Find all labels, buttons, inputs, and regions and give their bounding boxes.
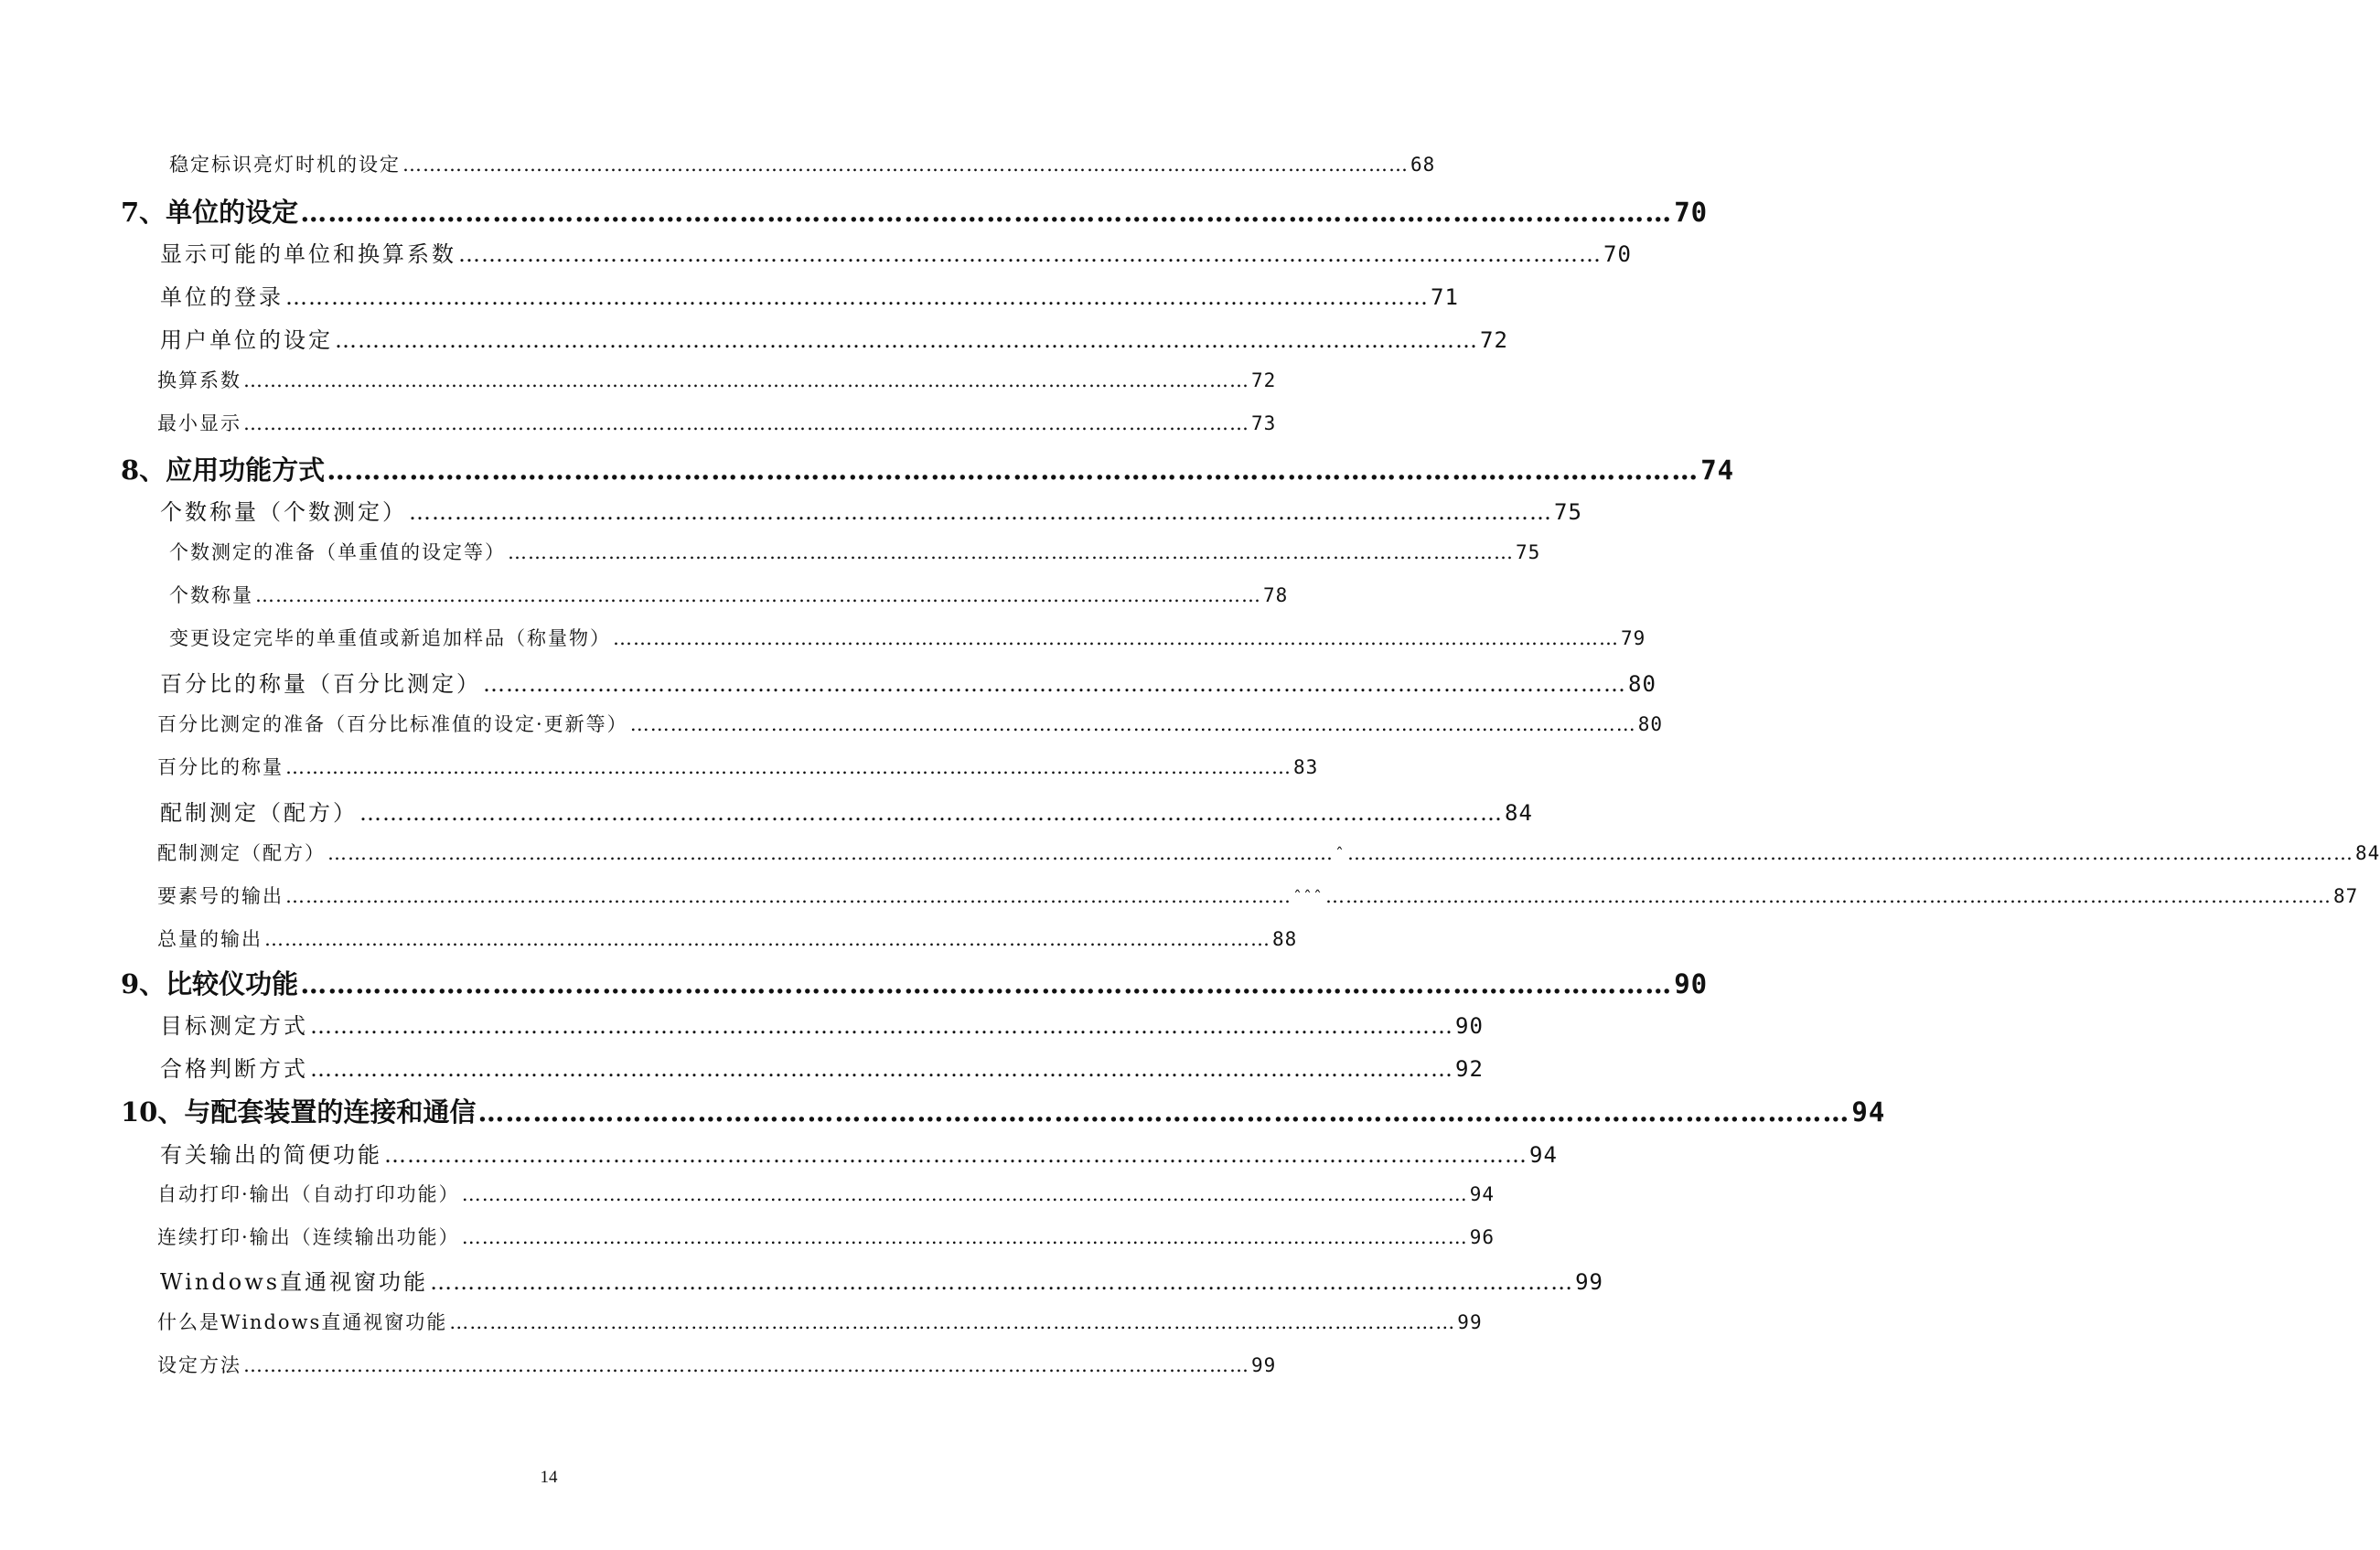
toc-entry-title: 显示可能的单位和换算系数 [160,241,456,267]
toc-page-number: 99 [1575,1269,1603,1295]
toc-entry-title: 目标测定方式 [160,1013,308,1039]
dot-leader: …………………………………………………………………………………………………………………………………… [255,584,1261,606]
toc-entry[interactable] [157,366,1277,393]
toc-entry-title: 10、与配套装置的连接和通信 [121,1096,477,1128]
toc-page-number: 71 [1431,284,1459,310]
stray-mark: ˆ [1335,845,1345,864]
toc-page-number: 72 [1480,327,1508,353]
toc-entry-title: 百分比的称量（百分比测定） [160,671,481,697]
toc-entry-title: Windows直通视窗功能 [160,1269,429,1295]
toc-entry[interactable] [160,1051,1484,1083]
toc-page-number: 72 [1251,369,1277,391]
toc-entry-title: 总量的输出 [157,928,263,950]
page-number: 14 [540,1468,558,1487]
toc-entry[interactable] [169,624,1646,651]
stray-mark: ˆˆˆ [1293,888,1324,907]
dot-leader: …………………………………………………………………………………………………………………………………… [300,968,1673,999]
toc-entry[interactable] [157,1308,1483,1335]
toc-page-number: 94 [1851,1096,1886,1128]
toc-entry-title: 8、应用功能方式 [121,454,326,486]
toc-entry-title: 什么是Windows直通视窗功能 [157,1311,448,1333]
toc-entry[interactable] [157,925,1298,952]
dot-leader: …………………………………………………………………………………………………………………………………… [458,241,1602,267]
toc-chapter-entry[interactable] [121,1092,1886,1129]
toc-entry-title: 个数称量 [169,584,253,606]
toc-entry-title: 个数称量（个数测定） [160,499,407,525]
toc-page-number: 90 [1674,968,1709,999]
dot-leader: …………………………………………………………………………………………………………………………………… [1347,842,2353,864]
toc-page-number: 99 [1251,1354,1277,1376]
toc-entry-title: 变更设定完毕的单重值或新追加样品（称量物） [169,627,611,649]
toc-entry[interactable] [160,279,1459,311]
dot-leader: …………………………………………………………………………………………………………………………………… [483,671,1626,697]
toc-entry-title: 连续打印·输出（连续输出功能） [157,1226,460,1248]
toc-page-number: 80 [1637,713,1663,735]
dot-leader: …………………………………………………………………………………………………………………………………… [461,1226,1468,1248]
toc-entry-title: 自动打印·输出（自动打印功能） [157,1183,460,1205]
dot-leader: …………………………………………………………………………………………………………………………………… [613,627,1619,649]
dot-leader: …………………………………………………………………………………………………………………………………… [1325,885,2332,907]
dot-leader: …………………………………………………………………………………………………………………………………… [285,756,1292,778]
dot-leader: …………………………………………………………………………………………………………………………………… [508,541,1514,563]
toc-entry-title: 设定方法 [157,1354,241,1376]
toc-page-number: 90 [1455,1013,1484,1039]
dot-leader: …………………………………………………………………………………………………………………………………… [402,154,1409,176]
toc-entry-title: 9、比较仪功能 [121,968,299,999]
dot-leader: …………………………………………………………………………………………………………………………………… [285,885,1292,907]
toc-entry[interactable] [169,581,1289,608]
toc-entry[interactable] [160,1264,1603,1296]
dot-leader: …………………………………………………………………………………………………………………………………… [449,1311,1456,1333]
toc-entry-title: 配制测定（配方） [157,842,326,864]
toc-entry[interactable] [160,322,1508,354]
dot-leader: …………………………………………………………………………………………………………………………………… [384,1142,1528,1168]
dot-leader: …………………………………………………………………………………………………………………………………… [327,454,1699,486]
dot-leader: …………………………………………………………………………………………………………………………………… [243,369,1249,391]
dot-leader: …………………………………………………………………………………………………………………………………… [430,1269,1574,1295]
toc-page-number: 74 [1700,454,1735,486]
dot-leader: …………………………………………………………………………………………………………………………………… [310,1013,1453,1039]
toc-entry-title: 7、单位的设定 [121,197,299,228]
dot-leader: …………………………………………………………………………………………………………………………………… [335,327,1478,353]
toc-entry[interactable] [160,795,1533,827]
toc-page-number: 79 [1621,627,1646,649]
toc-entry-title: 换算系数 [157,369,241,391]
toc-page-number: 84 [2355,842,2380,864]
dot-leader: …………………………………………………………………………………………………………………………………… [300,197,1673,228]
dot-leader: …………………………………………………………………………………………………………………………………… [477,1096,1850,1128]
toc-entry-title: 合格判断方式 [160,1056,308,1082]
toc-page-number: 87 [2333,885,2359,907]
toc-page-number: 94 [1469,1183,1495,1205]
dot-leader: …………………………………………………………………………………………………………………………………… [264,928,1270,950]
toc-entry[interactable] [157,1223,1495,1250]
dot-leader: …………………………………………………………………………………………………………………………………… [285,284,1429,310]
toc-entry-title: 单位的登录 [160,284,284,310]
toc-page-number: 96 [1469,1226,1495,1248]
dot-leader: …………………………………………………………………………………………………………………………………… [359,800,1503,826]
toc-entry-title: 最小显示 [157,412,241,434]
toc-page-number: 92 [1455,1056,1484,1082]
dot-leader: …………………………………………………………………………………………………………………………………… [243,412,1249,434]
toc-entry[interactable] [169,150,1436,177]
toc-page-number: 78 [1263,584,1289,606]
toc-entry-title: 配制测定（配方） [160,800,358,826]
dot-leader: …………………………………………………………………………………………………………………………………… [310,1056,1453,1082]
toc-page-number: 99 [1457,1311,1483,1333]
toc-entry[interactable] [160,1137,1558,1169]
toc-chapter-entry[interactable] [121,192,1709,230]
toc-page-number: 70 [1603,241,1632,267]
toc-page-number: 70 [1674,197,1709,228]
toc-page-number: 94 [1529,1142,1558,1168]
dot-leader: …………………………………………………………………………………………………………………………………… [461,1183,1468,1205]
toc-entry[interactable] [160,494,1582,526]
toc-page-number: 68 [1410,154,1436,176]
toc-chapter-entry[interactable] [121,964,1709,1001]
toc-entry-title: 百分比测定的准备（百分比标准值的设定·更新等） [157,713,628,735]
toc-entry-title: 个数测定的准备（单重值的设定等） [169,541,506,563]
toc-entry[interactable] [157,1180,1495,1207]
toc-entry[interactable] [157,409,1277,436]
toc-entry[interactable] [157,839,2380,866]
toc-entry-title: 稳定标识亮灯时机的设定 [169,154,401,176]
toc-entry[interactable] [157,1351,1277,1378]
toc-page-number: 73 [1251,412,1277,434]
toc-entry[interactable] [160,1008,1484,1040]
toc-chapter-entry[interactable] [121,450,1735,487]
toc-entry-title: 要素号的输出 [157,885,284,907]
toc-entry-title: 用户单位的设定 [160,327,333,353]
toc-entry[interactable] [157,882,2359,909]
toc-page-number: 84 [1505,800,1533,826]
toc-page-number: 88 [1272,928,1298,950]
toc-page-number: 75 [1554,499,1582,525]
toc-entry-title: 有关输出的简便功能 [160,1142,382,1168]
toc-entry[interactable] [157,753,1319,780]
toc-page-number: 75 [1516,541,1541,563]
dot-leader: …………………………………………………………………………………………………………………………………… [629,713,1636,735]
dot-leader: …………………………………………………………………………………………………………………………………… [327,842,1334,864]
toc-page-number: 80 [1628,671,1656,697]
dot-leader: …………………………………………………………………………………………………………………………………… [243,1354,1249,1376]
toc-entry[interactable] [157,710,1663,737]
toc-entry[interactable] [169,538,1541,565]
toc-page-number: 83 [1293,756,1319,778]
toc-entry[interactable] [160,666,1656,698]
toc-entry-title: 百分比的称量 [157,756,284,778]
toc-entry[interactable] [160,236,1632,268]
dot-leader: …………………………………………………………………………………………………………………………………… [409,499,1552,525]
